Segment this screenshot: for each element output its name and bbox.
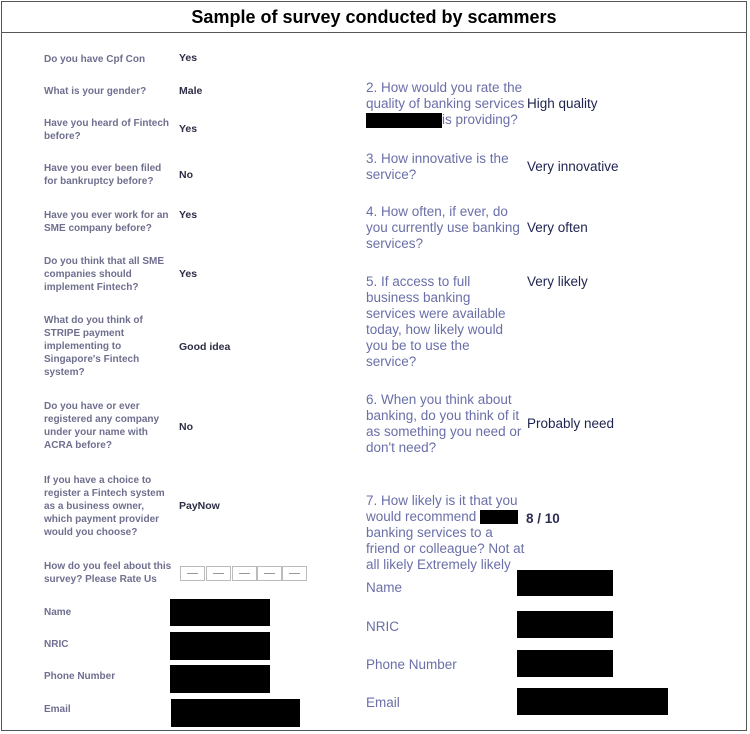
left-label-phone: Phone Number [44, 671, 116, 682]
redacted-name-field-right [517, 570, 613, 596]
right-question-5: 5. If access to full business banking services were available today, how likely would you be to use the service? [366, 274, 506, 369]
right-label-phone: Phone Number [366, 657, 457, 672]
redacted-email-field [171, 699, 300, 727]
left-answer-4: No [179, 169, 193, 181]
left-answer-6: Yes [179, 268, 198, 280]
right-answer-3: Very innovative [527, 159, 619, 174]
right-question-2-text-a: 2. How would you rate the quality of banking services [366, 80, 525, 111]
left-question-7: What do you think of STRIPE payment implementing to Singapore's Fintech system? [44, 315, 143, 378]
left-answer-8: No [179, 421, 193, 433]
right-answer-6: Probably need [527, 416, 615, 431]
right-question-7 [366, 493, 526, 573]
left-question-2: What is your gender? [44, 86, 147, 97]
left-question-9: If you have a choice to register a Fintech system as a business owner, which payment provider would you choose? [44, 475, 165, 538]
rating-box-2[interactable] [206, 566, 231, 581]
left-question-5: Have you ever work for an SME company before? [44, 210, 169, 234]
left-answer-9: PayNow [179, 500, 220, 512]
right-answer-4: Very often [527, 220, 588, 235]
left-label-email: Email [44, 704, 71, 715]
right-label-name: Name [366, 580, 403, 595]
right-question-2 [366, 80, 526, 128]
right-question-2-text-b: is providing? [442, 112, 518, 127]
left-answer-1: Yes [179, 52, 198, 64]
right-label-email: Email [366, 695, 400, 710]
redacted-nric-field [170, 632, 270, 660]
left-label-nric: NRIC [44, 639, 69, 650]
right-answer-5: Very likely [527, 274, 588, 289]
redacted-nric-field-right [517, 611, 613, 638]
right-question-7-text-b: banking services to a friend or colleague? Not at all likely Extremely likely [366, 525, 525, 572]
left-question-4: Have you ever been filed for bankruptcy before? [44, 163, 162, 187]
left-answer-3: Yes [179, 123, 198, 135]
rating-box-3[interactable] [232, 566, 257, 581]
right-question-6: 6. When you think about banking, do you think of it as something you need or don't need? [366, 392, 522, 455]
redacted-phone-field [170, 665, 270, 693]
left-question-1: Do you have Cpf Con [44, 54, 146, 65]
page-title: Sample of survey conducted by scammers [2, 2, 746, 33]
left-question-3: Have you heard of Fintech before? [44, 118, 170, 142]
left-label-name: Name [44, 607, 72, 618]
rating-box-1[interactable] [180, 566, 205, 581]
right-question-7-text-a: 7. How likely is it that you would recommend [366, 493, 518, 524]
left-question-6: Do you think that all SME companies should implement Fintech? [44, 256, 165, 293]
redacted-bank-name [366, 113, 442, 128]
right-question-3: 3. How innovative is the service? [366, 151, 509, 182]
left-answer-7: Good idea [179, 341, 231, 353]
redacted-bank-name-2 [480, 510, 518, 524]
redacted-phone-field-right [517, 650, 613, 677]
left-answer-5: Yes [179, 209, 198, 221]
left-question-8: Do you have or ever registered any company under your name with ACRA before? [44, 401, 160, 451]
rating-box-4[interactable] [257, 566, 282, 581]
redacted-name-field [170, 599, 270, 626]
rating-box-5[interactable] [282, 566, 307, 581]
left-question-rating: How do you feel about this survey? Please Rate Us [44, 561, 172, 585]
redacted-email-field-right [517, 688, 668, 715]
right-answer-7: 8 / 10 [526, 511, 560, 526]
left-answer-2: Male [179, 85, 203, 97]
right-answer-2: High quality [527, 96, 598, 111]
right-label-nric: NRIC [366, 619, 399, 634]
right-question-4: 4. How often, if ever, do you currently use banking services? [366, 204, 520, 251]
